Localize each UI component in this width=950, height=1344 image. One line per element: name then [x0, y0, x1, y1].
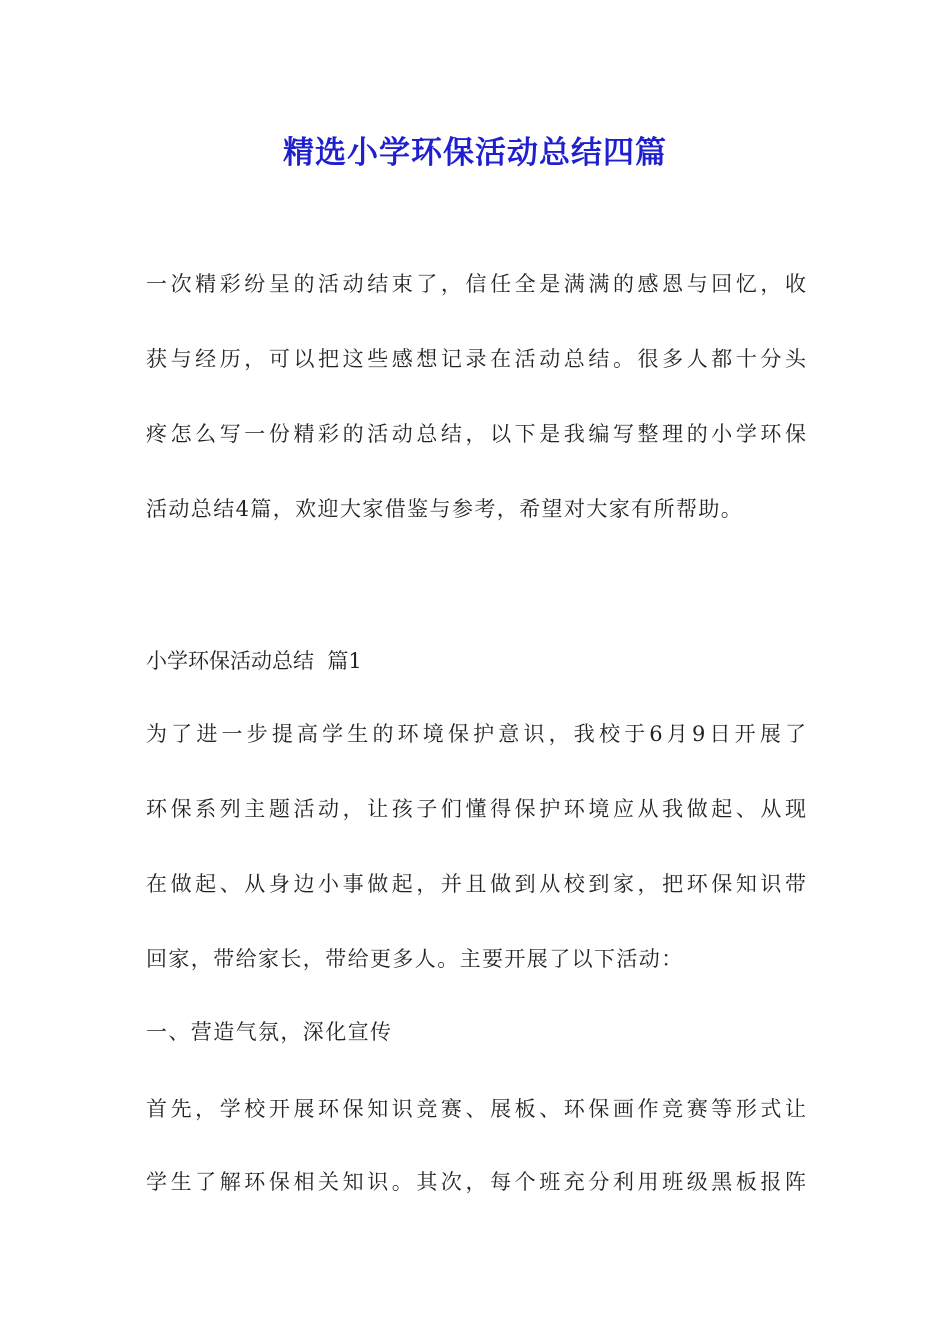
body-line-1: 为了进一步提高学生的环境保护意识，我校于6月9日开展了: [146, 722, 806, 746]
body-line-4: 回家，带给家长，带给更多人。主要开展了以下活动：: [146, 947, 684, 971]
document-title: 精选小学环保活动总结四篇: [283, 135, 667, 171]
body-line-2: 环保系列主题活动，让孩子们懂得保护环境应从我做起、从现: [146, 797, 806, 821]
intro-line-3: 疼怎么写一份精彩的活动总结，以下是我编写整理的小学环保: [146, 422, 806, 446]
intro-line-1: 一次精彩纷呈的活动结束了，信任全是满满的感恩与回忆，收: [146, 272, 806, 296]
body2-line-1: 首先，学校开展环保知识竞赛、展板、环保画作竞赛等形式让: [146, 1097, 806, 1121]
subheading: 一、营造气氛，深化宣传: [146, 1020, 393, 1044]
intro-line-4: 活动总结4篇，欢迎大家借鉴与参考，希望对大家有所帮助。: [146, 497, 744, 521]
intro-line-2: 获与经历，可以把这些感想记录在活动总结。很多人都十分头: [146, 347, 806, 371]
body-line-3: 在做起、从身边小事做起，并且做到从校到家，把环保知识带: [146, 872, 806, 896]
body2-line-2: 学生了解环保相关知识。其次，每个班充分利用班级黑板报阵: [146, 1170, 806, 1194]
section-heading: 小学环保活动总结 篇1: [146, 649, 362, 673]
